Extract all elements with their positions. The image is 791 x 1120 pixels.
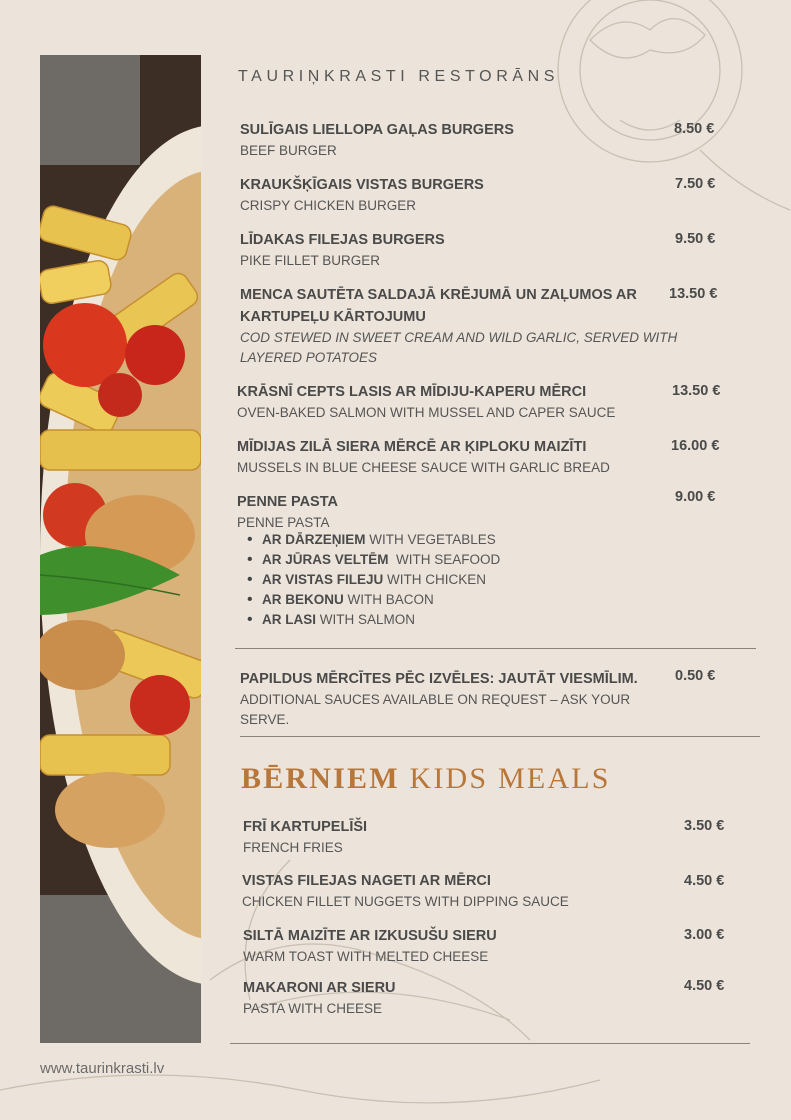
website-link[interactable]: www.taurinkrasti.lv xyxy=(40,1060,165,1077)
kids-section-title xyxy=(241,762,611,796)
list-item xyxy=(245,590,500,610)
list-item xyxy=(245,570,500,590)
item-name-lv: MENCA SAUTĒTA SALDAJĀ KRĒJUMĀ UN ZAĻUMOS AR KARTUPEĻU KĀRTOJUMU xyxy=(240,287,637,325)
option-en: WITH CHICKEN xyxy=(387,572,487,587)
item-name-en: OVEN-BAKED SALMON WITH MUSSEL AND CAPER SAUCE xyxy=(237,405,616,420)
item-price: 9.50 € xyxy=(675,231,716,247)
item-name-en: PASTA WITH CHEESE xyxy=(243,1001,383,1016)
option-lv: AR BEKONU xyxy=(262,592,344,607)
menu-item-mac-cheese xyxy=(243,977,713,1019)
option-en: WITH VEGETABLES xyxy=(369,532,496,547)
kids-title-en: KIDS MEALS xyxy=(409,762,611,795)
item-name-lv: SILTĀ MAIZĪTE AR IZKUSUŠU SIERU xyxy=(243,928,497,944)
item-name-en: MUSSELS IN BLUE CHEESE SAUCE WITH GARLIC BREAD xyxy=(237,460,610,475)
menu-item-pike-burger xyxy=(240,229,710,271)
list-item xyxy=(245,530,500,550)
item-price: 13.50 € xyxy=(672,383,721,399)
option-lv: AR LASI xyxy=(262,612,316,627)
menu-item-mussels xyxy=(237,436,707,478)
option-lv: AR DĀRZEŅIEM xyxy=(262,532,366,547)
item-name-en: PENNE PASTA xyxy=(237,515,330,530)
pasta-options-list xyxy=(245,530,500,630)
item-name-en: CHICKEN FILLET NUGGETS WITH DIPPING SAUCE xyxy=(242,894,569,909)
item-price: 13.50 € xyxy=(669,286,718,302)
item-price: 4.50 € xyxy=(684,873,725,889)
item-price: 0.50 € xyxy=(675,668,716,684)
menu-item-salmon xyxy=(237,381,707,423)
kids-title-lv: BĒRNIEM xyxy=(241,762,400,795)
menu-item-beef-burger xyxy=(240,119,710,161)
option-en: WITH SALMON xyxy=(319,612,416,627)
menu-item-toast xyxy=(243,925,713,967)
item-name-lv: FRĪ KARTUPELĪŠI xyxy=(243,819,368,835)
pasta-photo xyxy=(40,55,201,1043)
option-lv: AR JŪRAS VELTĒM xyxy=(262,552,389,567)
item-name-lv: MĪDIJAS ZILĀ SIERA MĒRCĒ AR ĶIPLOKU MAIZĪTI xyxy=(237,439,587,455)
item-price: 3.50 € xyxy=(684,818,725,834)
item-name-en: COD STEWED IN SWEET CREAM AND WILD GARLIC, SERVED WITH LAYERED POTATOES xyxy=(240,330,678,365)
item-name-en: ADDITIONAL SAUCES AVAILABLE ON REQUEST – ASK YOUR SERVE. xyxy=(240,692,631,727)
item-price: 8.50 € xyxy=(674,121,715,137)
menu-item-penne xyxy=(237,491,707,533)
menu-item-cod xyxy=(240,284,678,368)
item-name-lv: KRAUKŠĶĪGAIS VISTAS BURGERS xyxy=(240,177,484,193)
item-price: 4.50 € xyxy=(684,978,725,994)
item-name-lv: LĪDAKAS FILEJAS BURGERS xyxy=(240,232,445,248)
option-en: WITH BACON xyxy=(347,592,434,607)
item-name-en: CRISPY CHICKEN BURGER xyxy=(240,198,417,213)
list-item xyxy=(245,550,500,570)
divider xyxy=(235,648,756,649)
item-price: 7.50 € xyxy=(675,176,716,192)
item-name-en: PIKE FILLET BURGER xyxy=(240,253,381,268)
item-name-en: BEEF BURGER xyxy=(240,143,337,158)
item-name-lv: PAPILDUS MĒRCĪTES PĒC IZVĒLES: JAUTĀT VIESMĪLIM. xyxy=(240,671,638,687)
menu-item-chicken-burger xyxy=(240,174,710,216)
item-name-en: WARM TOAST WITH MELTED CHEESE xyxy=(243,949,489,964)
item-name-lv: KRĀSNĪ CEPTS LASIS AR MĪDIJU-KAPERU MĒRCI xyxy=(237,384,587,400)
item-name-lv: SULĪGAIS LIELLOPA GAĻAS BURGERS xyxy=(240,122,514,138)
item-name-lv: PENNE PASTA xyxy=(237,494,338,510)
option-lv: AR VISTAS FILEJU xyxy=(262,572,384,587)
item-price: 16.00 € xyxy=(671,438,720,454)
item-price: 9.00 € xyxy=(675,489,716,505)
item-name-lv: MAKARONI AR SIERU xyxy=(243,980,396,996)
menu-item-sauces xyxy=(240,668,680,730)
list-item xyxy=(245,610,500,630)
menu-item-nuggets xyxy=(242,870,712,912)
restaurant-name: TAURIŅKRASTI RESTORĀNS xyxy=(238,68,560,85)
divider xyxy=(240,736,760,737)
option-en: WITH SEAFOOD xyxy=(396,552,501,567)
item-name-en: FRENCH FRIES xyxy=(243,840,343,855)
item-name-lv: VISTAS FILEJAS NAGETI AR MĒRCI xyxy=(242,873,491,889)
item-price: 3.00 € xyxy=(684,927,725,943)
menu-item-fries xyxy=(243,816,713,858)
divider xyxy=(230,1043,750,1044)
